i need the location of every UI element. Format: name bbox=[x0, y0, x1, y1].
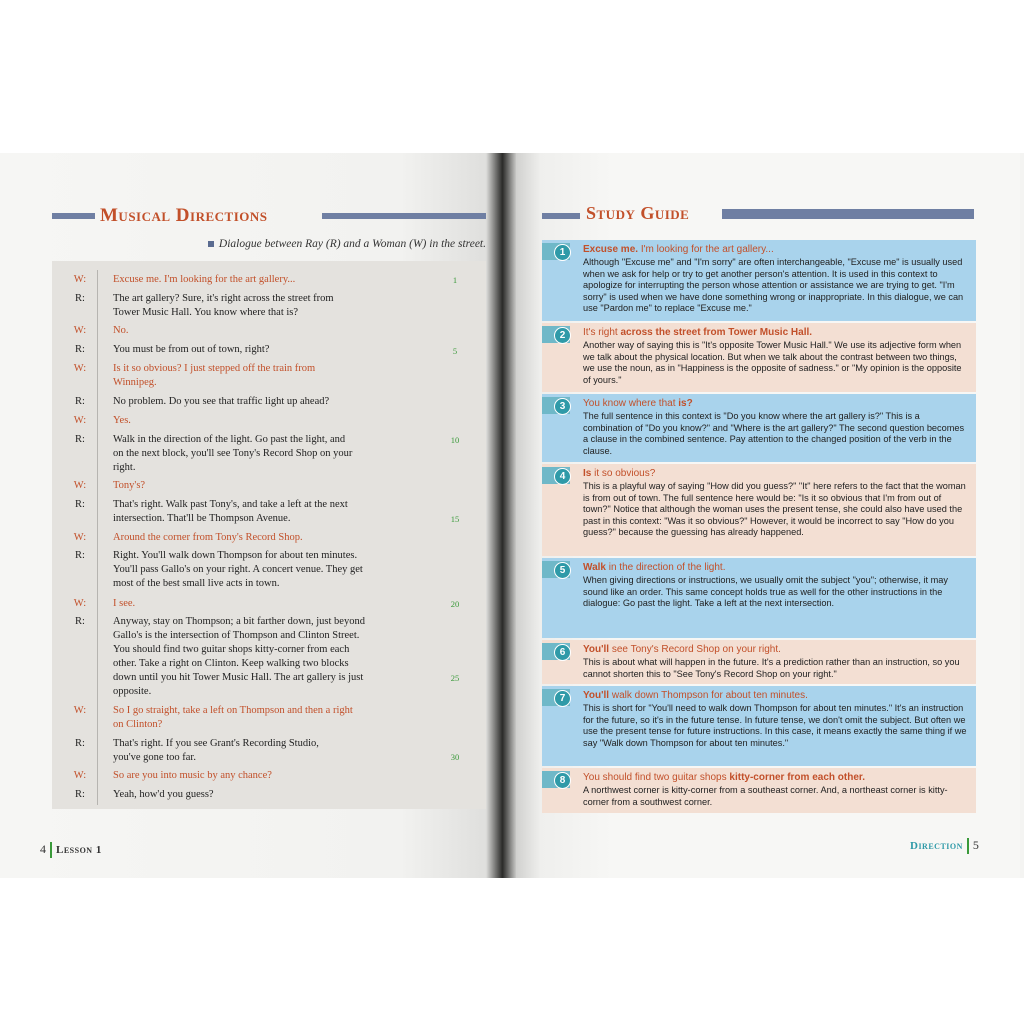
item-body: This is short for "You'll need to walk down Thompson for about ten minutes." It's an instruction for the future, so it's in the future tense. In future tense, we don't omit the subject. But often we use the present tense for future instructions. In this case, it means exactly the same thing if we say "Walk down Thompson for about ten minutes." bbox=[583, 703, 967, 748]
study-item-7 bbox=[542, 686, 976, 766]
study-item-8 bbox=[542, 768, 976, 813]
item-heading: Excuse me. I'm looking for the art gallery... bbox=[583, 244, 774, 255]
study-item-4 bbox=[542, 464, 976, 556]
study-item-6 bbox=[542, 640, 976, 684]
item-number-badge: 8 bbox=[554, 772, 571, 789]
study-title-bar-right bbox=[722, 209, 974, 219]
item-number-badge: 5 bbox=[554, 562, 571, 579]
title-bar-left bbox=[52, 213, 95, 219]
book-gutter bbox=[486, 153, 516, 878]
item-body: This is about what will happen in the future. It's a prediction rather than an instruction, so you cannot shorten this to "See Tony's Record Shop on your right." bbox=[583, 657, 960, 679]
item-heading: Is it so obvious? bbox=[583, 468, 656, 479]
study-item-3 bbox=[542, 394, 976, 462]
item-heading: Walk in the direction of the light. bbox=[583, 562, 726, 573]
item-heading: You know where that is? bbox=[583, 398, 693, 409]
folio-right bbox=[910, 838, 979, 854]
item-body: Although "Excuse me" and "I'm sorry" are often interchangeable, "Excuse me" is usually used when we ask for help or try to get another person's attention. It is used in this context to apologize for interrupting the person whose attention or assistance we are trying to get. "I'm sorry" is used when we have done something wrong or inappropriate. In this dialogue, we can use "Pardon me" to replace "Excuse me." bbox=[583, 257, 964, 314]
item-body: A northwest corner is kitty-corner from a southeast corner. And, a northeast corner is kitty-corner from a southwest corner. bbox=[583, 785, 948, 807]
item-heading: You should find two guitar shops kitty-corner from each other. bbox=[583, 772, 865, 783]
item-heading: You'll see Tony's Record Shop on your right. bbox=[583, 644, 781, 655]
item-heading: You'll walk down Thompson for about ten minutes. bbox=[583, 690, 808, 701]
subtitle-text: Dialogue between Ray (R) and a Woman (W) in the street. bbox=[218, 238, 486, 250]
page-title-left: Musical Directions bbox=[100, 205, 268, 226]
item-number-badge: 3 bbox=[554, 398, 571, 415]
item-number-badge: 2 bbox=[554, 327, 571, 344]
study-title-bar-left bbox=[542, 213, 580, 219]
study-item-5 bbox=[542, 558, 976, 638]
folio-bar bbox=[50, 842, 52, 858]
lesson-label: Lesson 1 bbox=[56, 844, 102, 856]
page-number-right: 5 bbox=[972, 838, 979, 852]
item-number-badge: 4 bbox=[554, 468, 571, 485]
item-number-badge: 1 bbox=[554, 244, 571, 261]
direction-label: Direction bbox=[910, 840, 963, 852]
folio-left bbox=[40, 842, 102, 858]
bullet-square-icon bbox=[208, 241, 214, 247]
item-body: Another way of saying this is "It's opposite Tower Music Hall." We use its adjective form when we talk about the physical location. But when we talk about the contrast between two things, we use the noun, as in "Happiness is the opposite of sadness." or "My opinion is the opposite of yours." bbox=[583, 340, 962, 385]
item-heading: It's right across the street from Tower Music Hall. bbox=[583, 327, 813, 338]
study-item-1 bbox=[542, 240, 976, 321]
dialogue-subtitle bbox=[200, 238, 486, 250]
page-title-right: Study Guide bbox=[586, 203, 690, 223]
folio-bar bbox=[967, 838, 969, 854]
item-number-badge: 6 bbox=[554, 644, 571, 661]
item-body: This is a playful way of saying "How did you guess?" "It" here refers to the fact that the woman is from out of town. The full sentence here would be: "Is it so obvious that I'm from out of town?" Notice that although the woman uses the present tense, she could also have used the past in this context: "Was it so obvious?" However, it would be incorrect to say "How do you guess?" because the guessing has already happened. bbox=[583, 481, 966, 538]
page-number-left: 4 bbox=[40, 842, 46, 856]
item-body: When giving directions or instructions, we usually omit the subject "you"; otherwise, it may sound like an order. This same concept holds true as well for the other instructions in the dialogue: Go past the light. Take a left at the next intersection. bbox=[583, 575, 948, 609]
title-bar-right bbox=[322, 213, 486, 219]
item-body: The full sentence in this context is "Do you know where the art gallery is?" This is a combination of "Do you know?" and "Where is the art gallery?" The second question becomes a clause in the combined sentence. Pay attention to the changed position of the verb in the clause. bbox=[583, 411, 965, 456]
item-number-badge: 7 bbox=[554, 690, 571, 707]
study-item-2 bbox=[542, 323, 976, 392]
